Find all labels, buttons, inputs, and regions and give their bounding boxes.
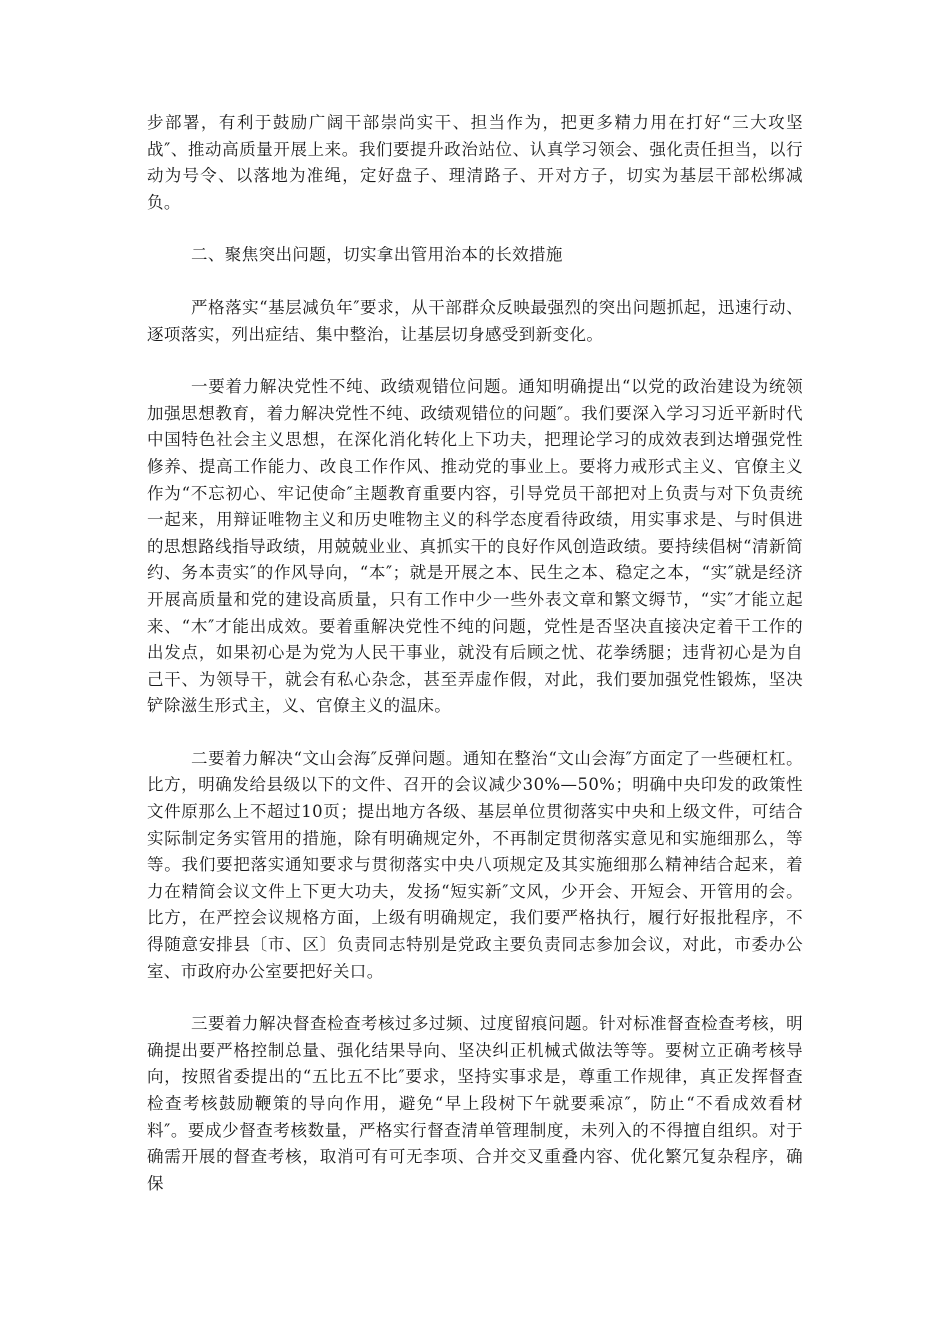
- paragraph-point-two: 二要着力解决“文山会海″反弹问题。通知在整治“文山会海″方面定了一些硬杠杠。比方，明确发给县级以下的文件、召开的会议减少30%—50%；明确中央印发的政策性文件原那么上不超过10页；提出地方各级、基层单位贯彻落实中央和上级文件，可结合实际制定务实管用的措施，除有明确规定外，不再制定贯彻落实意见和实施细那么，等等。我们要把落实通知要求与贯彻落实中央八项规定及其实施细那么精神结合起来，着力在精简会议文件上下更大功夫，发扬“短实新″文风，少开会、开短会、开管用的会。比方，在严控会议规格方面，上级有明确规定，我们要严格执行，履行好报批程序，不得随意安排县〔市、区〕负责同志特别是党政主要负责同志参加会议，对此，市委办公室、市政府办公室要把好关口。: [147, 748, 803, 981]
- paragraph-overview: 严格落实“基层减负年″要求，从干部群众反映最强烈的突出问题抓起，迅速行动、逐项落实，列出症结、集中整治，让基层切身感受到新变化。: [147, 297, 803, 344]
- section-heading: 二、聚焦突出问题，切实拿出管用治本的长效措施: [191, 245, 563, 265]
- document-body: [147, 110, 803, 1223]
- paragraph-point-three: 三要着力解决督查检查考核过多过频、过度留痕问题。针对标准督查检查考核，明确提出要严格控制总量、强化结果导向、坚决纠正机械式做法等等。要树立正确考核导向，按照省委提出的“五比五不比″要求，坚持实事求是，尊重工作规律，真正发挥督查检查考核鼓励鞭策的导向作用，避免“早上段树下午就要乘凉″，防止“不看成效看材料″。要成少督查考核数量，严格实行督查清单管理制度，未列入的不得擅自组织。对于确需开展的督查考核，取消可有可无李项、合并交叉重叠内容、优化繁冗复杂程序，确保: [147, 1014, 803, 1193]
- paragraph-point-one: 一要着力解决党性不纯、政绩观错位问题。通知明确提出“以党的政治建设为统领加强思想教育，着力解决党性不纯、政绩观错位的问题″。我们要深入学习习近平新时代中国特色社会主义思想，在深化消化转化上下功夫，把理论学习的成效表到达增强党性修养、提高工作能力、改良工作作风、推动党的事业上。要将力戒形式主义、官僚主义作为“不忘初心、牢记使命″主题教育重要内容，引导党员干部把对上负责与对下负责统一起来，用辩证唯物主义和历史唯物主义的科学态度看待政绩，用实事求是、与时俱进的思想路线指导政绩，用兢兢业业、真抓实干的良好作风创造政绩。要持续倡树“清新简约、务本责实″的作风导向，“本″；就是开展之本、民生之本、稳定之本，“实″就是经济开展高质量和党的建设高质量，只有工作中少一些外表文章和繁文缛节，“实″才能立起来、“木″才能出成效。要着重解决党性不纯的问题，党性是否坚决直接决定着干工作的出发点，如果初心是为党为人民干事业，就没有后顾之忧、花拳绣腿；违背初心是为自己干、为领导干，就会有私心杂念，甚至弄虚作假，对此，我们要加强党性锻炼，坚决铲除滋生形式主，义、官僚主义的温床。: [147, 377, 803, 716]
- paragraph-intro-continuation: 步部署，有利于鼓励广阔干部崇尚实干、担当作为，把更多精力用在打好“三大攻坚战″、推动高质量开展上来。我们要提升政治站位、认真学习领会、强化责任担当，以行动为号令、以落地为准绳，定好盘子、理清路子、开对方子，切实为基层干部松绑减负。: [147, 113, 803, 212]
